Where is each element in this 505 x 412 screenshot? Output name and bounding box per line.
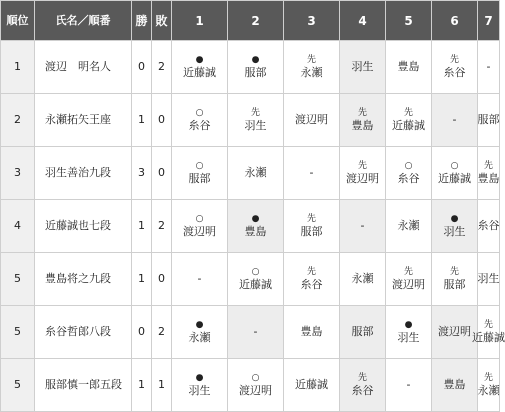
opponent-name: -	[253, 325, 258, 338]
round-2-cell	[228, 41, 284, 94]
opponent-name: 近藤誠	[295, 378, 328, 391]
opponent-name: 近藤誠	[472, 331, 505, 344]
losses-cell: 0	[152, 253, 172, 306]
header-name: 氏名／順番	[35, 1, 132, 41]
opponent-name: 渡辺明	[239, 384, 272, 397]
result-mark: 先	[483, 320, 493, 330]
player-name: 近藤誠也七段	[35, 200, 132, 253]
result-mark: ●	[251, 214, 260, 224]
round-6-cell	[432, 200, 478, 253]
opponent-name: 豊島	[244, 225, 267, 238]
round-4-cell	[340, 147, 386, 200]
wins-cell: 1	[132, 253, 152, 306]
wins-cell: 1	[132, 200, 152, 253]
result-mark: 先	[449, 55, 459, 65]
opponent-name: 羽生	[188, 384, 211, 397]
result-mark: 先	[357, 161, 367, 171]
result-mark: ○	[404, 161, 413, 171]
player-name: 渡辺 明名人	[35, 41, 132, 94]
header-round-1: 1	[172, 1, 228, 41]
opponent-name: -	[360, 219, 365, 232]
header-round-4: 4	[340, 1, 386, 41]
round-7-cell	[472, 306, 505, 359]
header-round-7: 7	[478, 1, 500, 41]
player-name: 豊島将之九段	[35, 253, 132, 306]
round-2-cell	[228, 94, 284, 147]
result-mark: ●	[195, 373, 204, 383]
round-6-cell	[432, 359, 478, 412]
round-5-cell	[386, 147, 432, 200]
opponent-name: 渡辺明	[295, 113, 328, 126]
table-row	[1, 359, 500, 412]
losses-cell: 0	[152, 147, 172, 200]
round-6-cell	[432, 94, 478, 147]
table-row	[1, 41, 500, 94]
round-4-cell	[340, 306, 386, 359]
round-1-cell	[172, 253, 228, 306]
result-mark: ●	[251, 55, 260, 65]
opponent-name: 羽生	[351, 60, 374, 73]
rank-cell: 3	[1, 147, 35, 200]
opponent-name: 糸谷	[443, 66, 466, 79]
round-1-cell	[172, 306, 228, 359]
losses-cell: 2	[152, 200, 172, 253]
opponent-name: 渡辺明	[438, 325, 471, 338]
player-name: 永瀬拓矢王座	[35, 94, 132, 147]
round-7-cell	[478, 200, 500, 253]
result-mark: ○	[251, 267, 260, 277]
round-3-cell	[284, 147, 340, 200]
player-name: 糸谷哲郎八段	[35, 306, 132, 359]
result-mark: 先	[357, 108, 367, 118]
round-2-cell	[228, 147, 284, 200]
header-round-3: 3	[284, 1, 340, 41]
opponent-name: 近藤誠	[183, 66, 216, 79]
opponent-name: 糸谷	[300, 278, 323, 291]
opponent-name: 糸谷	[397, 172, 420, 185]
opponent-name: 羽生	[443, 225, 466, 238]
opponent-name: 渡辺明	[346, 172, 379, 185]
opponent-name: 豊島	[443, 378, 466, 391]
round-2-cell	[228, 253, 284, 306]
header-wins: 勝	[132, 1, 152, 41]
round-6-cell	[432, 41, 478, 94]
opponent-name: 豊島	[351, 119, 374, 132]
result-mark: ●	[195, 55, 204, 65]
round-2-cell	[228, 306, 284, 359]
result-mark: 先	[357, 373, 367, 383]
result-mark: 先	[306, 267, 316, 277]
table-body	[1, 41, 505, 412]
losses-cell: 2	[152, 41, 172, 94]
rank-cell: 5	[1, 306, 35, 359]
result-mark: 先	[449, 267, 459, 277]
opponent-name: -	[197, 272, 202, 285]
result-mark: ●	[404, 320, 413, 330]
round-7-cell	[478, 359, 500, 412]
player-name: 服部慎一郎五段	[35, 359, 132, 412]
round-1-cell	[172, 359, 228, 412]
round-3-cell	[284, 200, 340, 253]
rank-cell: 5	[1, 253, 35, 306]
round-3-cell	[284, 253, 340, 306]
header-round-5: 5	[386, 1, 432, 41]
header-round-6: 6	[432, 1, 478, 41]
round-3-cell	[284, 41, 340, 94]
round-1-cell	[172, 200, 228, 253]
opponent-name: 近藤誠	[438, 172, 471, 185]
opponent-name: 近藤誠	[239, 278, 272, 291]
result-mark: ●	[195, 320, 204, 330]
opponent-name: -	[452, 113, 457, 126]
opponent-name: 永瀬	[244, 166, 267, 179]
round-6-cell	[432, 253, 478, 306]
opponent-name: 服部	[443, 278, 466, 291]
opponent-name: 服部	[300, 225, 323, 238]
result-mark: 先	[306, 55, 316, 65]
round-4-cell	[340, 253, 386, 306]
round-7-cell	[478, 147, 500, 200]
player-name: 羽生善治九段	[35, 147, 132, 200]
round-5-cell	[386, 41, 432, 94]
round-2-cell	[228, 200, 284, 253]
result-mark: 先	[306, 214, 316, 224]
opponent-name: 渡辺明	[183, 225, 216, 238]
result-mark: 先	[250, 108, 260, 118]
round-7-cell	[478, 41, 500, 94]
round-4-cell	[340, 94, 386, 147]
round-4-cell	[340, 359, 386, 412]
table-row	[1, 147, 500, 200]
round-3-cell	[284, 94, 340, 147]
round-1-cell	[172, 94, 228, 147]
opponent-name: 羽生	[244, 119, 267, 132]
opponent-name: 羽生	[477, 272, 500, 285]
result-mark: ○	[251, 373, 260, 383]
round-2-cell	[228, 359, 284, 412]
wins-cell: 3	[132, 147, 152, 200]
opponent-name: 服部	[351, 325, 374, 338]
opponent-name: 服部	[477, 113, 500, 126]
losses-cell: 2	[152, 306, 172, 359]
round-6-cell	[432, 147, 478, 200]
opponent-name: 豊島	[477, 172, 500, 185]
result-mark: ●	[450, 214, 459, 224]
wins-cell: 0	[132, 306, 152, 359]
opponent-name: 近藤誠	[392, 119, 425, 132]
result-mark: ○	[195, 108, 204, 118]
round-5-cell	[386, 359, 432, 412]
opponent-name: 服部	[244, 66, 267, 79]
table-row	[1, 253, 500, 306]
header-round-2: 2	[228, 1, 284, 41]
table-row	[1, 306, 500, 359]
losses-cell: 0	[152, 94, 172, 147]
round-6-cell	[432, 306, 478, 359]
wins-cell: 1	[132, 94, 152, 147]
header-losses: 敗	[152, 1, 172, 41]
header-row	[1, 1, 500, 41]
result-mark: ○	[450, 161, 459, 171]
opponent-name: 羽生	[397, 331, 420, 344]
round-3-cell	[284, 306, 340, 359]
opponent-name: 永瀬	[477, 384, 500, 397]
result-mark: 先	[483, 373, 493, 383]
opponent-name: 糸谷	[351, 384, 374, 397]
opponent-name: -	[406, 378, 411, 391]
table-row	[1, 94, 500, 147]
opponent-name: 服部	[188, 172, 211, 185]
opponent-name: 糸谷	[188, 119, 211, 132]
opponent-name: 永瀬	[397, 219, 420, 232]
opponent-name: -	[309, 166, 314, 179]
result-mark: ○	[195, 161, 204, 171]
round-5-cell	[386, 253, 432, 306]
result-mark: 先	[483, 161, 493, 171]
opponent-name: 永瀬	[188, 331, 211, 344]
opponent-name: -	[486, 60, 491, 73]
round-7-cell	[478, 94, 500, 147]
opponent-name: 永瀬	[351, 272, 374, 285]
header-rank: 順位	[1, 1, 35, 41]
rank-cell: 5	[1, 359, 35, 412]
rank-cell: 4	[1, 200, 35, 253]
round-4-cell	[340, 200, 386, 253]
wins-cell: 1	[132, 359, 152, 412]
result-mark: 先	[403, 267, 413, 277]
round-7-cell	[478, 253, 500, 306]
round-4-cell	[340, 41, 386, 94]
rank-cell: 1	[1, 41, 35, 94]
opponent-name: 永瀬	[300, 66, 323, 79]
round-5-cell	[386, 306, 432, 359]
opponent-name: 豊島	[300, 325, 323, 338]
table-row	[1, 200, 500, 253]
round-5-cell	[386, 200, 432, 253]
wins-cell: 0	[132, 41, 152, 94]
round-1-cell	[172, 41, 228, 94]
opponent-name: 豊島	[397, 60, 420, 73]
result-mark: ○	[195, 214, 204, 224]
round-1-cell	[172, 147, 228, 200]
losses-cell: 1	[152, 359, 172, 412]
opponent-name: 渡辺明	[392, 278, 425, 291]
rank-cell: 2	[1, 94, 35, 147]
round-5-cell	[386, 94, 432, 147]
result-mark: 先	[403, 108, 413, 118]
opponent-name: 糸谷	[477, 219, 500, 232]
round-3-cell	[284, 359, 340, 412]
